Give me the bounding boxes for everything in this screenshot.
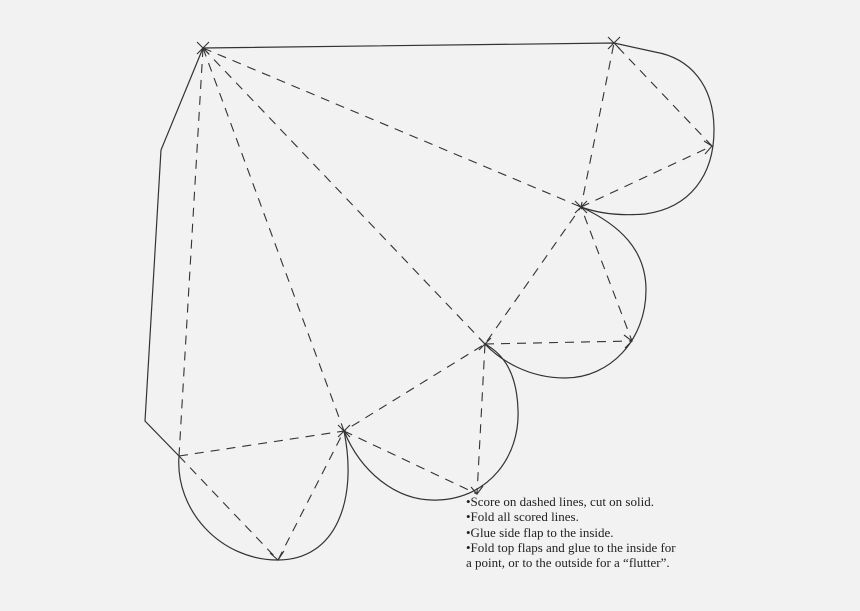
score-line-base-rim (179, 43, 614, 456)
instruction-line-3: •Glue side flap to the inside. (466, 524, 614, 540)
vertex-marks (197, 37, 620, 437)
top-edge-cut-line (203, 43, 655, 52)
scallop-flap-2 (344, 344, 518, 500)
scallop-flap-4 (581, 52, 714, 215)
glue-flap-outline (145, 48, 203, 456)
instructions-text (466, 494, 766, 570)
scallop-flap-1 (179, 431, 348, 560)
instruction-line-1: •Score on dashed lines, cut on solid. (466, 494, 654, 509)
instruction-line-2: •Fold all scored lines. (466, 509, 579, 525)
scallop-flap-3 (485, 207, 646, 378)
score-lines-flaps (179, 43, 712, 560)
instruction-line-5: a point, or to the outside for a “flutter”. (466, 555, 670, 571)
score-lines-radial (179, 48, 581, 456)
instruction-line-4: •Fold top flaps and glue to the inside for (466, 539, 676, 555)
